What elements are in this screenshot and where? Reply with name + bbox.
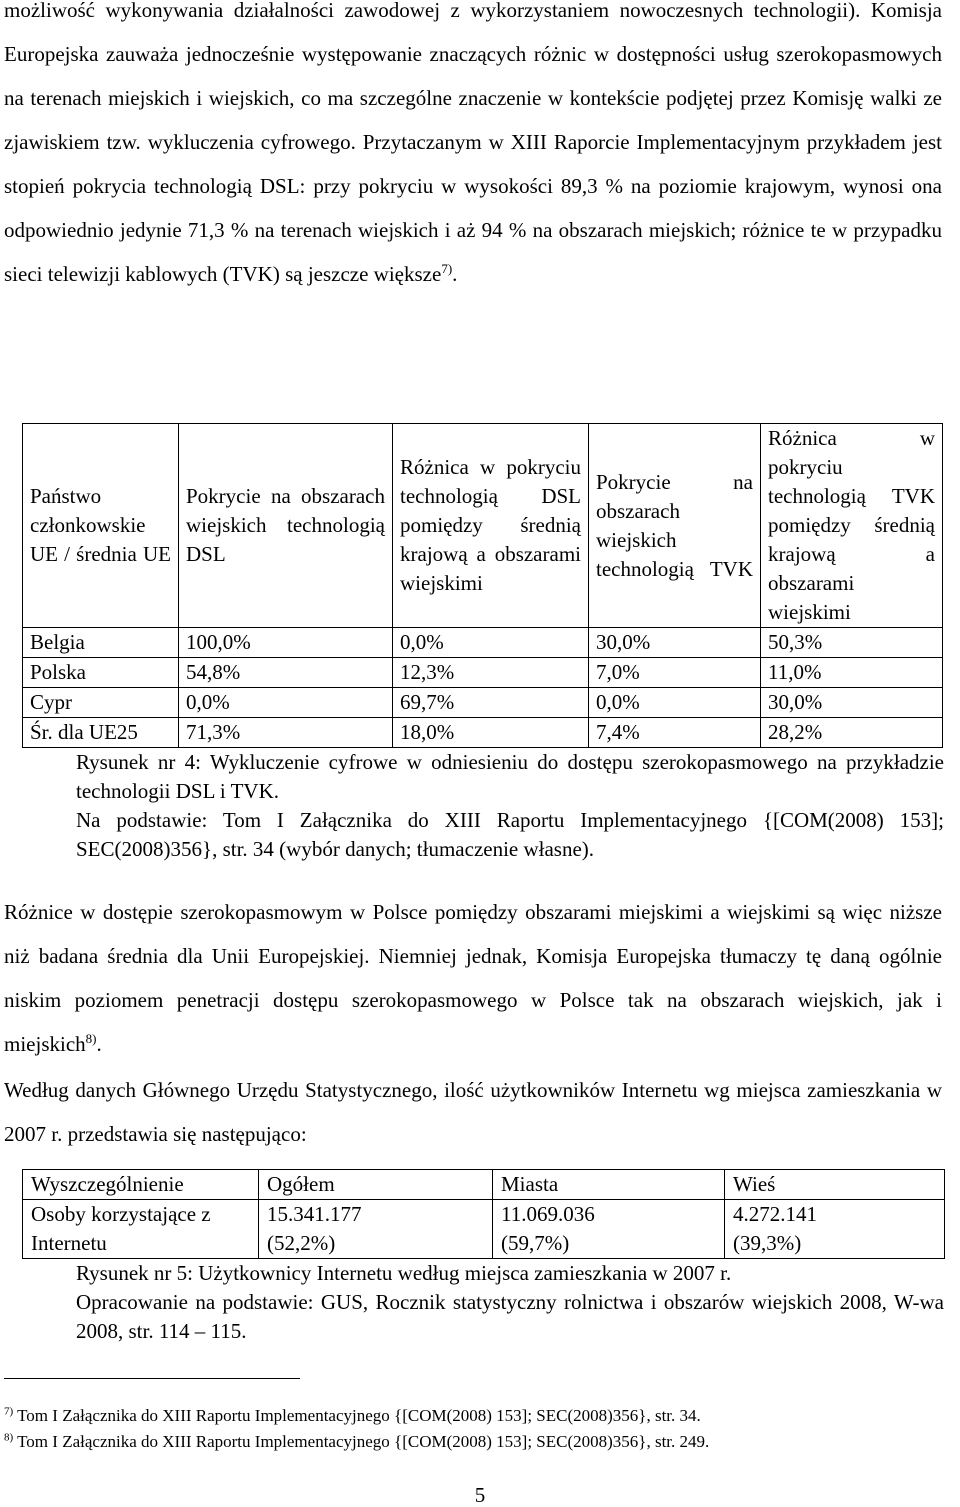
footnote-number: 8) (4, 1431, 14, 1444)
table-header-row (23, 424, 943, 628)
header-cell: Wieś (725, 1170, 945, 1200)
table-cell: 7,4% (589, 718, 761, 748)
header-cell: Ogółem (259, 1170, 493, 1200)
internet-users-table (22, 1169, 945, 1259)
table-cell: 0,0% (179, 688, 393, 718)
table-cell: 54,8% (179, 658, 393, 688)
header-cell: Pokrycie na obszarach wiejskich technologią TVK (589, 424, 761, 628)
table-row (23, 658, 943, 688)
table-cell: 4.272.141 (39,3%) (725, 1200, 945, 1259)
header-cell: Różnica w pokryciu technologią TVK pomiędzy średnią krajową a obszarami wiejskimi (761, 424, 943, 628)
table-cell: 18,0% (393, 718, 589, 748)
table-cell: 12,3% (393, 658, 589, 688)
footnote: $^{7)}$ Tom I Załącznika do XIII Raportu Implementacyjnego {[COM(2008) 153]; SEC(2008)356}, str. 34. (4, 1405, 701, 1425)
table-cell: Belgia (23, 628, 179, 658)
table-cell: 11,0% (761, 658, 943, 688)
table-header-row (23, 1170, 945, 1200)
figure-source: Na podstawie: Tom I Załącznika do XIII Raportu Implementacyjnego {[COM(2008) 153]; SEC(2008)356}, str. 34 (wybór danych; tłumaczenie własne). (76, 808, 944, 861)
header-cell: Miasta (493, 1170, 725, 1200)
broadband-coverage-table (22, 423, 943, 748)
table-cell: Polska (23, 658, 179, 688)
paragraph-text: możliwość wykonywania działalności zawodowej z wykorzystaniem nowoczesnych technologii). Komisja Europejska zauważa jednocześnie występowanie znaczących różnic w dostępności usług szerokopasmowych na terenach miejskich i wiejskich, co ma szczególne znaczenie w kontekście podjętej przez Komisję walki ze zjawiskiem tzw. wykluczenia cyfrowego. Przytaczanym w XIII Raporcie Implementacyjnym przykładem jest stopień pokrycia technologią DSL: przy pokryciu w wysokości 89,3 % na poziomie krajowym, wynosi ona odpowiednio jedynie 71,3 % na terenach wiejskich i aż 94 % na obszarach miejskich; różnice te w przypadku sieci telewizji kablowych (TVK) są jeszcze większe (4, 0, 942, 286)
table-cell: 30,0% (761, 688, 943, 718)
table-cell: 0,0% (589, 688, 761, 718)
table-cell: 50,3% (761, 628, 943, 658)
header-cell: Państwo członkowskie UE / średnia UE (23, 424, 179, 628)
table-cell: Śr. dla UE25 (23, 718, 179, 748)
table-row (23, 718, 943, 748)
table-cell: Cypr (23, 688, 179, 718)
table-cell: 7,0% (589, 658, 761, 688)
footnote-ref: 8) (85, 1031, 97, 1046)
paragraph-text: Różnice w dostępie szerokopasmowym w Polsce pomiędzy obszarami miejskimi a wiejskimi są więc niższe niż badana średnia dla Unii Europejskiej. Niemniej jednak, Komisja Europejska tłumaczy tę daną ogólnie niskim poziomem penetracji dostępu szerokopasmowego w Polsce tak na obszarach wiejskich, jak i miejskich (4, 900, 942, 1056)
table-cell: 28,2% (761, 718, 943, 748)
table-row (23, 688, 943, 718)
figure-caption: Rysunek nr 4: Wykluczenie cyfrowe w odniesieniu do dostępu szerokopasmowego na przykładzie technologii DSL i TVK. (76, 750, 944, 803)
header-cell: Wyszczególnienie (23, 1170, 259, 1200)
footnote-separator (4, 1378, 300, 1379)
table-cell: 100,0% (179, 628, 393, 658)
table-cell: 15.341.177 (52,2%) (259, 1200, 493, 1259)
row-label: Osoby korzystające z Internetu (23, 1200, 259, 1259)
figure-caption: Rysunek nr 5: Użytkownicy Internetu według miejsca zamieszkania w 2007 r. (76, 1261, 732, 1285)
table-cell: 71,3% (179, 718, 393, 748)
table-cell: 69,7% (393, 688, 589, 718)
header-cell: Różnica w pokryciu technologią DSL pomiędzy średnią krajową a obszarami wiejskimi (393, 424, 589, 628)
page-number: 5 (474, 1483, 486, 1507)
footnote: $^{8)}$ Tom I Załącznika do XIII Raportu Implementacyjnego {[COM(2008) 153]; SEC(2008)356}, str. 249. (4, 1431, 710, 1451)
paragraph-gus-data: Według danych Głównego Urzędu Statystycznego, ilość użytkowników Internetu wg miejsca zamieszkania w 2007 r. przedstawia się następująco: (4, 1078, 942, 1146)
paragraph-digital-exclusion: możliwość wykonywania działalności zawodowej z wykorzystaniem nowoczesnych technologii). Komisja Europejska zauważa jednocześnie występowanie znaczących różnic w dostępności usług szerokopasmowych na terenach miejskich i wiejskich, co ma szczególne znaczenie w kontekście podjętej przez Komisję walki ze zjawiskiem tzw. wykluczenia cyfrowego. Przytaczanym w XIII Raporcie Implementacyjnym przykładem jest stopień pokrycia technologią DSL: przy pokryciu w wysokości 89,3 % na poziomie krajowym, wynosi ona odpowiednio jedynie 71,3 % na terenach wiejskich i aż 94 % na obszarach miejskich; różnice te w przypadku sieci telewizji kablowych (TVK) są jeszcze większe$^{7)}$. (4, 0, 942, 286)
table-cell: 11.069.036 (59,7%) (493, 1200, 725, 1259)
table-cell: 0,0% (393, 628, 589, 658)
table-row (23, 628, 943, 658)
footnote-number: 7) (4, 1405, 14, 1418)
table-row (23, 1200, 945, 1259)
paragraph-poland-differences: Różnice w dostępie szerokopasmowym w Polsce pomiędzy obszarami miejskimi a wiejskimi są więc niższe niż badana średnia dla Unii Europejskiej. Niemniej jednak, Komisja Europejska tłumaczy tę daną ogólnie niskim poziomem penetracji dostępu szerokopasmowego w Polsce tak na obszarach wiejskich, jak i miejskich$^{8)}$. (4, 900, 942, 1056)
table-cell: 30,0% (589, 628, 761, 658)
figure-source: Opracowanie na podstawie: GUS, Rocznik statystyczny rolnictwa i obszarów wiejskich 2008, W-wa 2008, str. 114 – 115. (76, 1290, 944, 1343)
footnote-ref: 7) (441, 261, 453, 276)
header-cell: Pokrycie na obszarach wiejskich technologią DSL (179, 424, 393, 628)
